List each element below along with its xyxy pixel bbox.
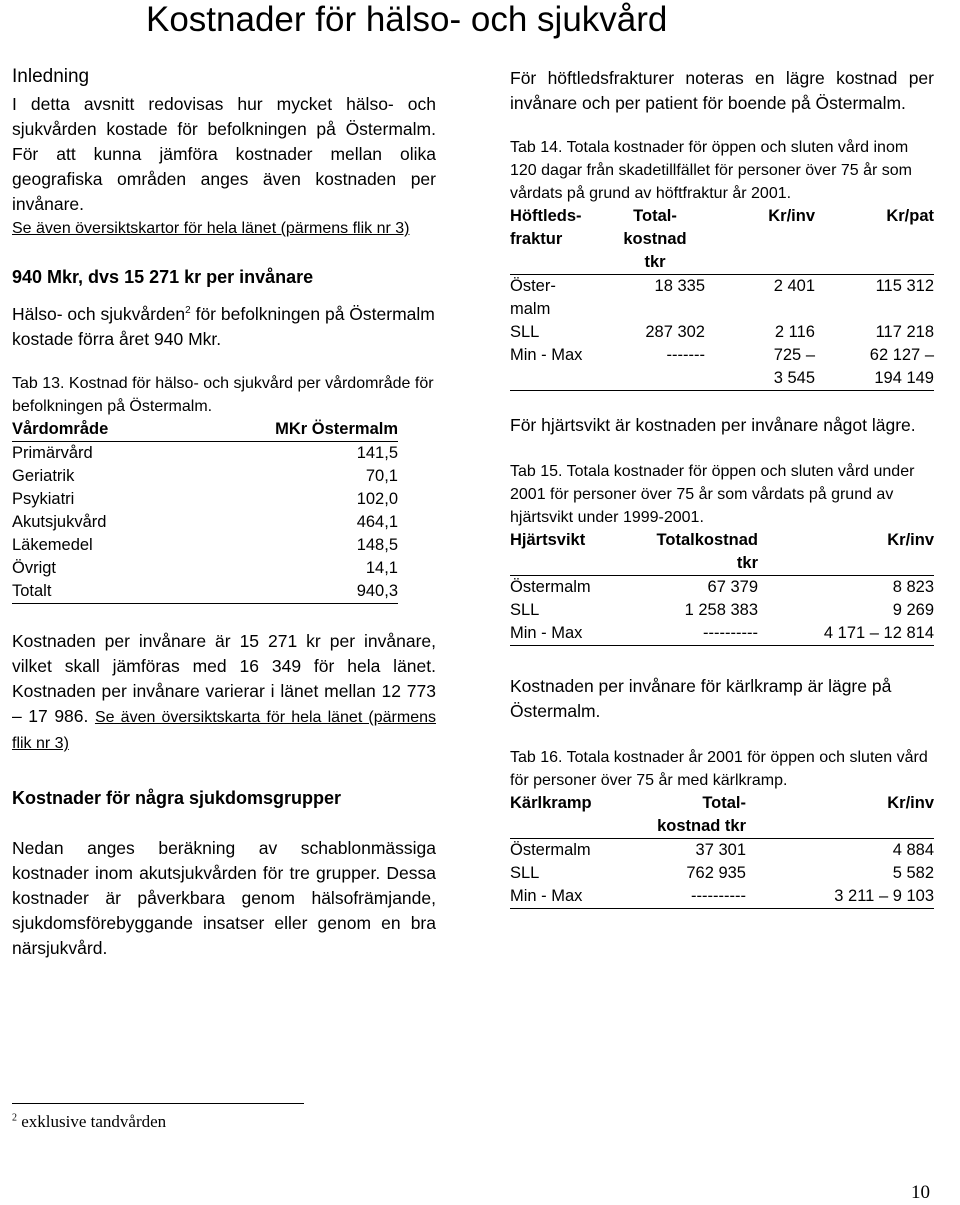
table-cell-label: Läkemedel	[12, 536, 93, 554]
table-cell-label: Östermalm	[510, 841, 591, 859]
table-cell-value: 2 401	[773, 277, 815, 295]
table-cell-label: Övrigt	[12, 559, 57, 577]
table-cell-value: 4 884	[892, 841, 934, 859]
groups-text: Nedan anges beräkning av schablonmässiga kostnader inom akutsjukvården för tre grupper. Dessa kostnader är påverkbara genom hälsofrämjande, sjukdomsförebyggande insatser eller genom en bra närsjukvård.	[12, 838, 436, 958]
tab15-table	[510, 529, 934, 646]
table-cell-value: 37 301	[695, 841, 746, 859]
table-cell-value: 4 171 – 12 814	[758, 622, 934, 646]
table-cell-label: Geriatrik	[12, 467, 75, 485]
table-cell-value: 940,3	[182, 580, 398, 604]
tab16-caption: Tab 16. Totala kostnader år 2001 för öppen och sluten vård för personer över 75 år med kärlkramp.	[510, 749, 928, 789]
table-row	[12, 442, 398, 466]
tab15-caption: Tab 15. Totala kostnader för öppen och sluten vård under 2001 för personer över 75 år som vårdats på grund av hjärtsvikt under 1999-2001.	[510, 463, 915, 526]
tab13-table	[12, 418, 398, 604]
table-cell-value: 141,5	[356, 444, 398, 462]
table-cell-value: 115 312	[875, 277, 934, 295]
table-header: Kr/inv	[768, 207, 815, 225]
table-cell-label: Öster- malm	[510, 277, 556, 318]
table-cell-value: 67 379	[707, 578, 758, 596]
table-row	[510, 576, 934, 600]
intro-heading: Inledning	[12, 66, 90, 87]
table-header: Kr/inv	[887, 794, 934, 812]
table-cell-value: 148,5	[356, 536, 398, 554]
total-heading: 940 Mkr, dvs 15 271 kr per invånare	[12, 267, 314, 287]
table-cell-value: 2 116	[774, 323, 815, 341]
tab16-table	[510, 792, 934, 909]
table-row	[510, 275, 934, 322]
table-cell-value: 117 218	[875, 323, 934, 341]
footnote-divider	[12, 1103, 304, 1104]
table-cell-value: 725 – 3 545	[705, 344, 815, 391]
table-cell-value: 8 823	[892, 578, 934, 596]
table-cell-value: 3 211 – 9 103	[746, 885, 934, 909]
per-capita-link[interactable]: Se även översiktskarta för hela länet (pärmens flik nr 3)	[12, 709, 437, 752]
table-header: Total- kostnad tkr	[623, 207, 687, 271]
intro-link[interactable]: Se även översiktskartor för hela länet (pärmens flik nr 3)	[12, 220, 410, 237]
table-cell-value: ----------	[620, 885, 746, 909]
table-cell-value: 5 582	[892, 864, 934, 882]
vascular-text: Kostnaden per invånare för kärlkramp är lägre på Östermalm.	[510, 676, 892, 721]
table-cell-value: 762 935	[686, 864, 746, 882]
table-cell-label: Min - Max	[510, 885, 620, 909]
groups-heading: Kostnader för några sjukdomsgrupper	[12, 788, 342, 808]
table-row	[12, 534, 398, 557]
table-cell-value: 464,1	[356, 513, 398, 531]
table-row	[510, 599, 934, 622]
table-header: Kr/inv	[887, 531, 934, 549]
table-header: Kr/pat	[886, 207, 934, 225]
table-header: Totalkostnad tkr	[656, 531, 758, 572]
page-number: 10	[911, 1182, 930, 1203]
table-header: Total- kostnad tkr	[657, 794, 746, 835]
table-header: Hjärtsvikt	[510, 531, 586, 549]
table-row	[510, 622, 934, 646]
total-text: Hälso- och sjukvården$^2$ för befolkningen på Östermalm kostade förra året 940 Mkr.	[12, 304, 435, 349]
table-row	[12, 511, 398, 534]
table-cell-value: 287 302	[645, 323, 705, 341]
table-row	[12, 580, 398, 604]
table-cell-value: 14,1	[365, 559, 398, 577]
table-cell-label: Psykiatri	[12, 490, 75, 508]
footnote-ref: 2	[185, 305, 191, 317]
tab14-table	[510, 205, 934, 391]
table-row	[510, 885, 934, 909]
table-header: Höftleds- fraktur	[510, 207, 582, 248]
heart-text: För hjärtsvikt är kostnaden per invånare något lägre.	[510, 415, 916, 435]
table-cell-value: 70,1	[365, 467, 398, 485]
table-row	[12, 557, 398, 580]
table-cell-label: Akutsjukvård	[12, 513, 107, 531]
table-cell-label: Min - Max	[510, 622, 620, 646]
table-cell-label: Östermalm	[510, 578, 591, 596]
right-column	[510, 66, 934, 909]
table-cell-label: SLL	[510, 323, 540, 341]
tab13-header: Vårdområde	[12, 420, 109, 438]
tab13-caption: Tab 13. Kostnad för hälso- och sjukvård per vårdområde för befolkningen på Östermalm.	[12, 375, 434, 415]
page-title: Kostnader för hälso- och sjukvård	[146, 0, 668, 39]
intro-text: I detta avsnitt redovisas hur mycket hälso- och sjukvården kostade för befolkningen på Östermalm. För att kunna jämföra kostnader mellan olika geografiska områden anges även kostnaden per invånare.	[12, 94, 436, 214]
table-header: Kärlkramp	[510, 794, 592, 812]
table-cell-value: 9 269	[892, 601, 934, 619]
table-cell-label: SLL	[510, 601, 540, 619]
table-cell-value: -------	[605, 344, 705, 391]
table-cell-label: SLL	[510, 864, 540, 882]
table-row	[510, 862, 934, 885]
table-row	[12, 465, 398, 488]
left-column	[12, 64, 436, 961]
footnote: $^2$ exklusive tandvården	[12, 1112, 167, 1131]
table-row	[510, 321, 934, 344]
tab14-caption: Tab 14. Totala kostnader för öppen och sluten vård inom 120 dagar från skadetillfället för personer över 75 år som vårdats på grund av höftfraktur år 2001.	[510, 139, 912, 202]
table-row	[12, 488, 398, 511]
table-row	[510, 839, 934, 863]
hip-text: För höftledsfrakturer noteras en lägre kostnad per invånare och per patient för boende på Östermalm.	[510, 68, 934, 113]
table-cell-label: Primärvård	[12, 444, 93, 462]
table-cell-value: 62 127 – 194 149	[815, 344, 934, 391]
table-row	[510, 344, 934, 391]
table-cell-value: ----------	[620, 622, 758, 646]
per-capita-text: Kostnaden per invånare är 15 271 kr per invånare, vilket skall jämföras med 16 349 för hela länet. Kostnaden per invånare varierar i länet mellan 12 773 – 17 986. Se även översiktskarta för hela länet (pärmens flik nr 3)	[12, 631, 437, 752]
table-cell-value: 1 258 383	[684, 601, 758, 619]
table-cell-value: 102,0	[356, 490, 398, 508]
table-cell-label: Min - Max	[510, 344, 605, 391]
tab13-header: MKr Östermalm	[275, 420, 398, 438]
table-cell-value: 18 335	[654, 277, 705, 295]
table-cell-label: Totalt	[12, 580, 182, 604]
